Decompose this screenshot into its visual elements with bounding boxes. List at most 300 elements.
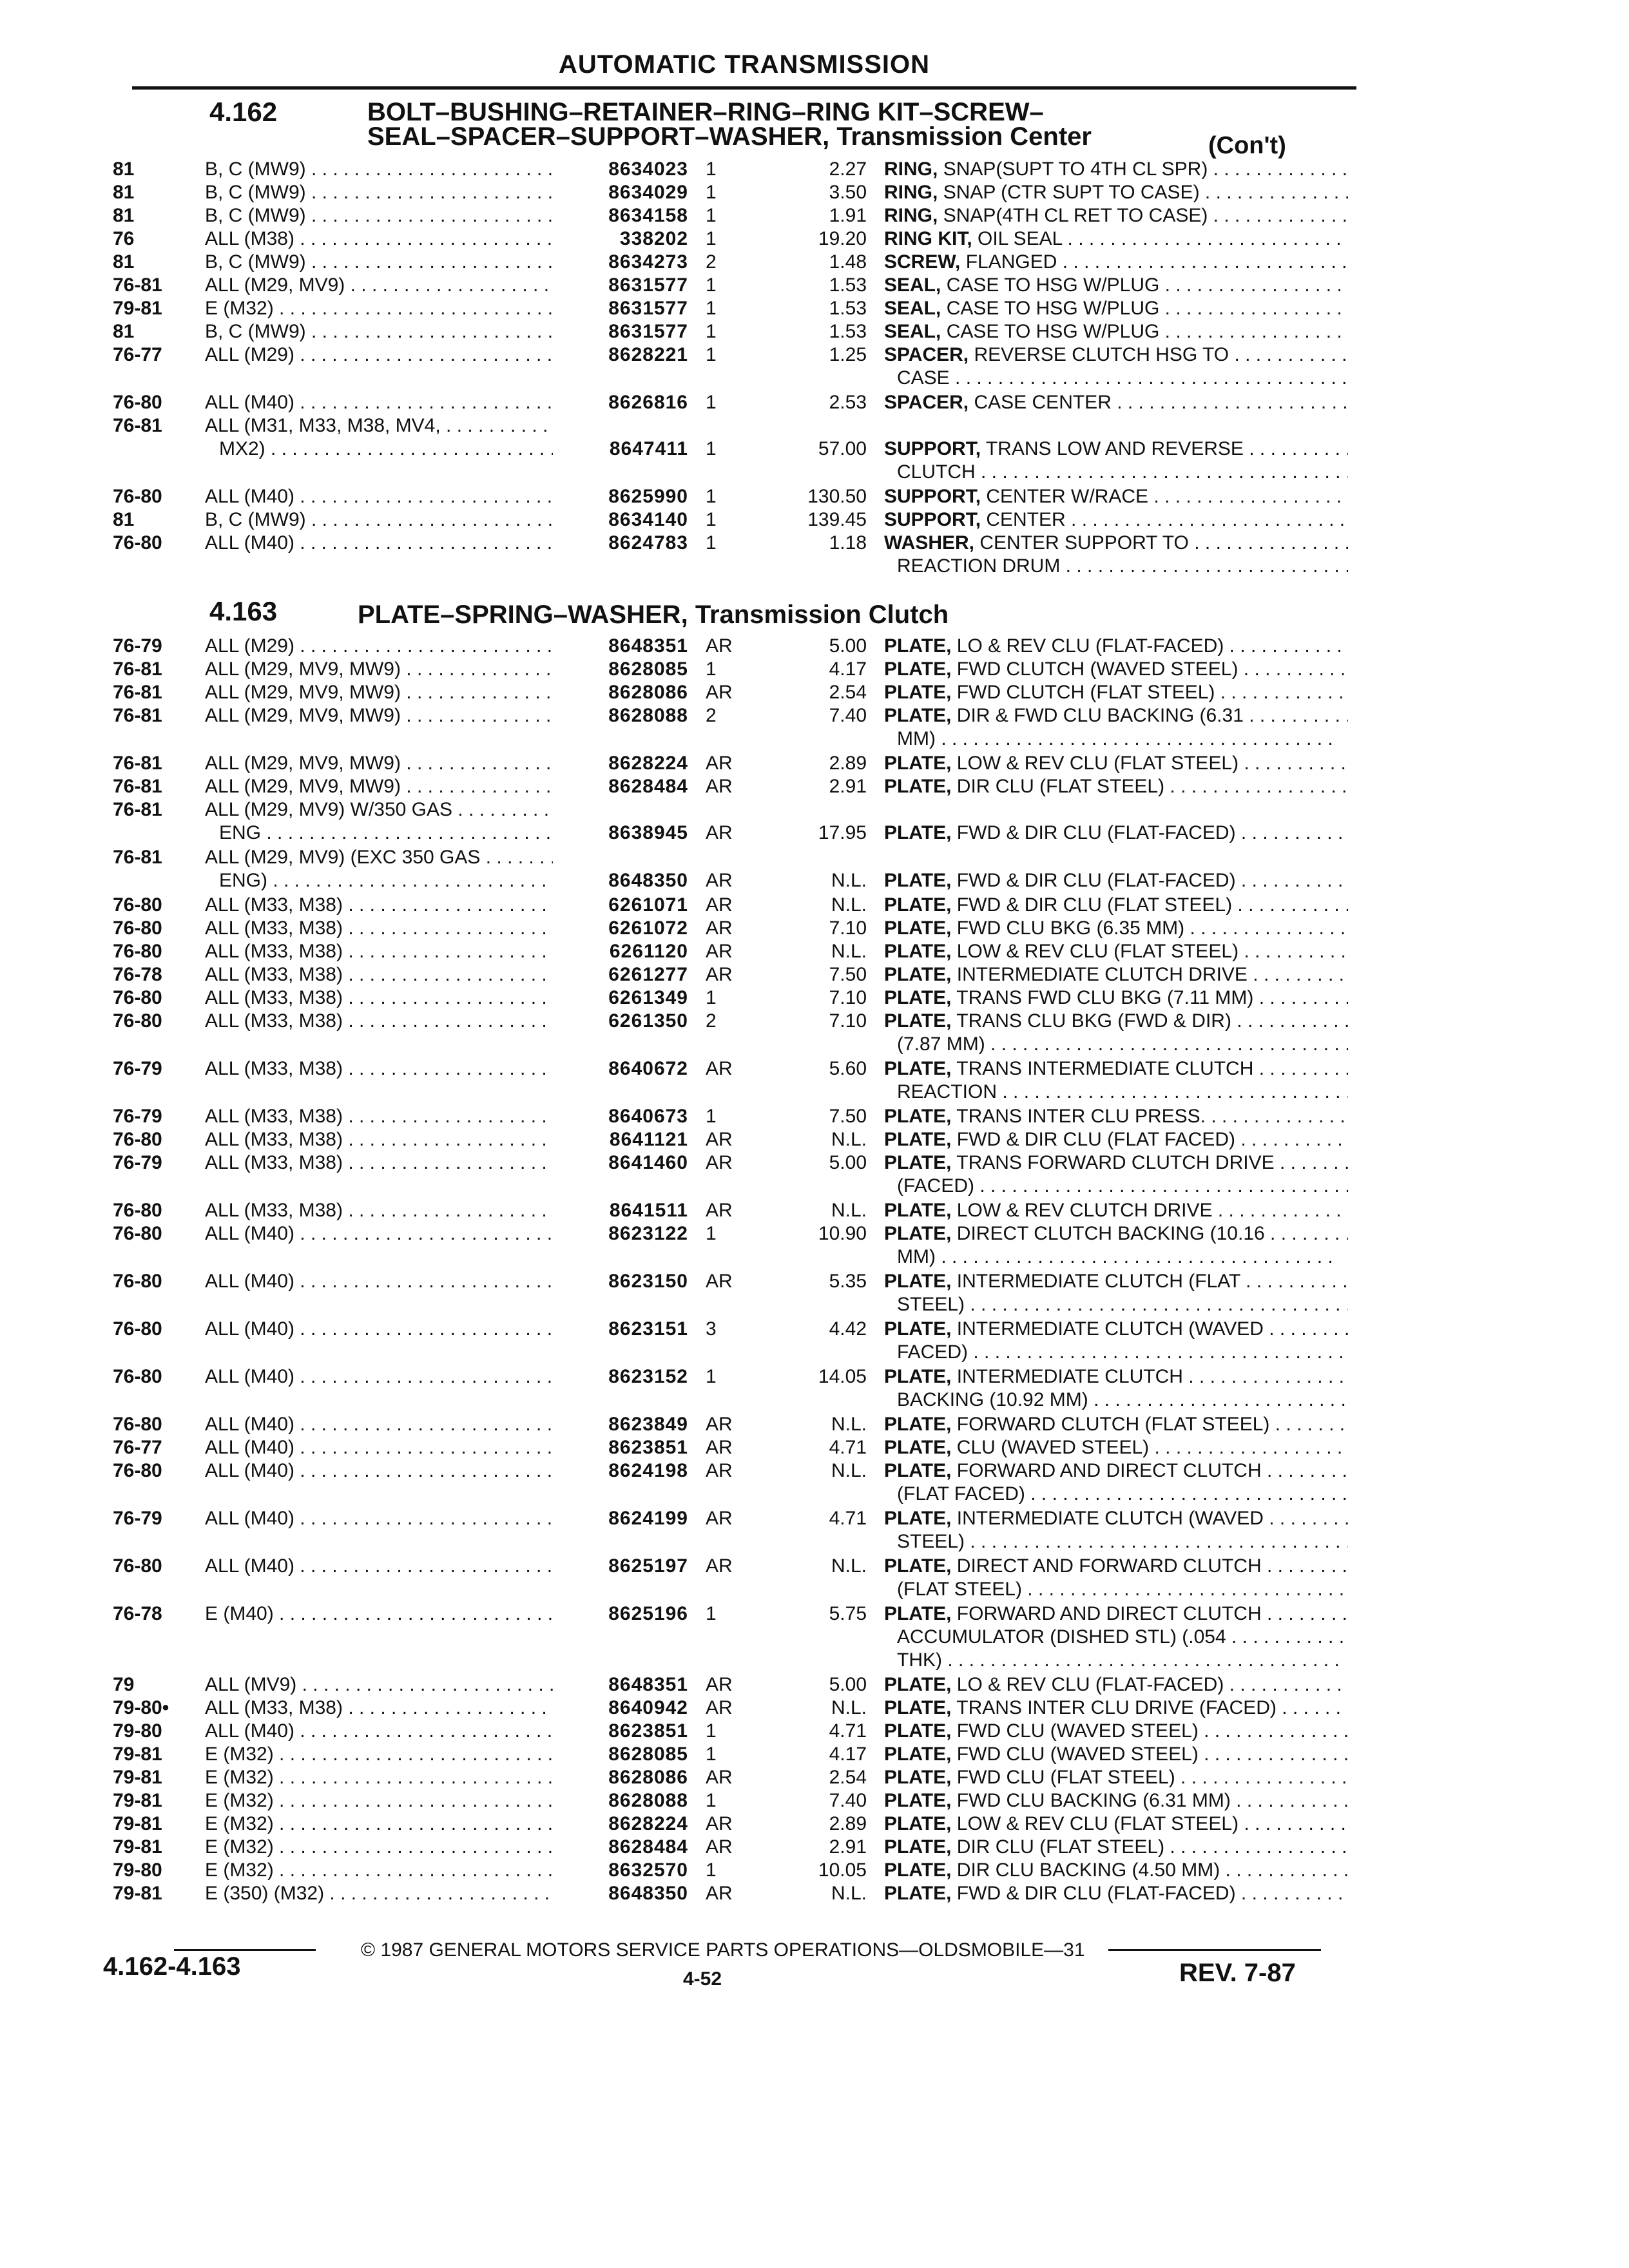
footer-rule-right [1108,1949,1321,1951]
section-title-4162-line1: BOLT–BUSHING–RETAINER–RING–RING KIT–SCREW– [367,98,1044,126]
application: ALL (M40) . . . [205,1222,553,1245]
quantity: AR [706,870,733,891]
description-head: PLATE, [884,1674,952,1695]
description-head: SUPPORT, [884,486,981,507]
description-text: FLANGED [965,251,1057,273]
quantity: 1 [706,1106,717,1127]
application: ALL (M29, MV9, MW9) . . . [205,775,553,798]
quantity: 1 [706,228,717,249]
part-number: 8623851 [608,1720,688,1742]
price: 4.71 [829,1720,867,1742]
part-number: 8626816 [608,392,688,413]
year-range: 81 [113,182,135,203]
description-text: CASE TO HSG W/PLUG [946,321,1160,342]
year-range: 76-81 [113,274,162,296]
application: B, C (MW9) . . . [205,181,553,204]
part-number: 6261071 [608,894,688,916]
year-range: 76-81 [113,682,162,703]
part-number: 8623151 [608,1318,688,1340]
description-text: TRANS CLU BKG (FWD & DIR) [956,1010,1231,1032]
part-number: 8634023 [608,159,688,180]
part-number: 8628085 [608,658,688,680]
price: 4.17 [829,658,867,680]
quantity: 1 [706,344,717,365]
description [884,986,1348,1010]
application: ALL (M33, M38) . . . [205,1696,553,1720]
year-range: 76-79 [113,635,162,657]
description-head: PLATE, [884,822,952,843]
description-head: PLATE, [884,894,952,916]
price: 5.00 [829,1152,867,1173]
part-number: 8640672 [608,1058,688,1079]
description-head: PLATE, [884,705,952,726]
part-number: 8628085 [608,1744,688,1765]
description-text: TRANS INTER CLU DRIVE (FACED) [956,1697,1277,1718]
description [884,1270,1348,1293]
description-continued: STEEL) . . . [897,1530,1348,1553]
quantity: 1 [706,1860,717,1881]
quantity: 1 [706,1790,717,1811]
price: N.L. [831,870,867,891]
quantity: 1 [706,274,717,296]
description-head: PLATE, [884,682,952,703]
part-number: 8624198 [608,1460,688,1481]
part-number: 8638945 [608,822,688,843]
description-head: SPACER, [884,392,969,413]
part-number: 8628221 [608,344,688,365]
part-number: 338202 [619,228,688,249]
part-number: 8648350 [608,870,688,891]
year-range: 76-80 [113,1366,162,1387]
description-text: FWD & DIR CLU (FLAT-FACED) [956,822,1236,843]
description-head: PLATE, [884,1555,952,1577]
description [884,181,1348,204]
application: ALL (M33, M38) . . . [205,1128,553,1151]
price: 5.60 [829,1058,867,1079]
year-range: 76-78 [113,964,162,985]
description-text: DIR CLU BACKING (4.50 MM) [956,1860,1220,1881]
description [884,1743,1348,1766]
section-title-4163 [358,602,949,627]
application: ALL (M29, MV9) (EXC 350 GAS . . . [205,846,553,869]
year-range: 76-80 [113,1200,162,1221]
description-text: INTERMEDIATE CLUTCH (FLAT [956,1271,1240,1292]
description-continued: CLUTCH . . . [897,461,1348,484]
price: N.L. [831,1697,867,1718]
description [884,251,1348,274]
year-range: 76-81 [113,705,162,726]
part-number: 8634140 [608,509,688,530]
price: 1.91 [829,205,867,226]
description-text: CENTER SUPPORT TO [979,532,1189,553]
footer-rule-left [174,1949,316,1951]
description [884,532,1348,555]
quantity: 1 [706,1744,717,1765]
year-range: 76-80 [113,1010,162,1032]
description-text: TRANS FWD CLU BKG (7.11 MM) [956,987,1254,1008]
description-text: DIRECT CLUTCH BACKING (10.16 [956,1223,1265,1244]
price: 10.05 [818,1860,867,1881]
section-title-4163-caps: PLATE–SPRING–WASHER, [358,601,688,629]
price: 57.00 [818,438,867,459]
part-number: 8634273 [608,251,688,273]
description-head: PLATE, [884,987,952,1008]
application: E (M40) . . . [205,1602,553,1626]
quantity: 1 [706,509,717,530]
part-number: 8623122 [608,1223,688,1244]
description [884,485,1348,508]
price: 1.53 [829,298,867,319]
part-number: 6261072 [608,918,688,939]
description-continued: ACCUMULATOR (DISHED STL) (.054 . . . [897,1626,1348,1649]
year-range: 76-81 [113,799,162,820]
year-range: 79-80• [113,1697,169,1718]
year-range: 81 [113,509,135,530]
quantity: 1 [706,532,717,553]
description-head: SPACER, [884,344,969,365]
description-continued: BACKING (10.92 MM) . . . [897,1389,1348,1412]
application: ALL (M40) . . . [205,1555,553,1578]
application: ALL (M29, MV9, MW9) . . . [205,704,553,727]
price: 3.50 [829,182,867,203]
description-continued: STEEL) . . . [897,1293,1348,1316]
description-text: TRANS INTER CLU PRESS. [956,1106,1206,1127]
application: ALL (M29, MV9) W/350 GAS . . . [205,798,553,822]
description-continued: REACTION . . . [897,1081,1348,1104]
description-head: WASHER, [884,532,975,553]
year-range: 76-77 [113,344,162,365]
quantity: AR [706,1058,733,1079]
application: ALL (M33, M38) . . . [205,917,553,940]
quantity: 1 [706,486,717,507]
quantity: 1 [706,298,717,319]
part-number: 8640942 [608,1697,688,1718]
description [884,1436,1348,1459]
part-number: 8623150 [608,1271,688,1292]
quantity: 1 [706,658,717,680]
description-text: DIRECT AND FORWARD CLUTCH [956,1555,1262,1577]
description [884,1010,1348,1033]
price: 1.48 [829,251,867,273]
description-text: FORWARD AND DIRECT CLUTCH [956,1603,1262,1624]
quantity: AR [706,941,733,962]
application: ALL (M40) . . . [205,1365,553,1389]
application: B, C (MW9) . . . [205,508,553,532]
application: B, C (MW9) . . . [205,251,553,274]
quantity: AR [706,1883,733,1904]
description-text: LO & REV CLU (FLAT-FACED) [956,635,1224,657]
year-range: 76-80 [113,894,162,916]
description-text: FWD & DIR CLU (FLAT STEEL) [956,894,1233,916]
description-text: FWD CLUTCH (WAVED STEEL) [956,658,1239,680]
year-range: 76-81 [113,753,162,774]
year-range: 76-78 [113,1603,162,1624]
description [884,1696,1348,1720]
application: ALL (M29, MV9) . . . [205,274,553,297]
description-text: FORWARD CLUTCH (FLAT STEEL) [956,1414,1270,1435]
description-head: PLATE, [884,1836,952,1858]
part-number: 8628086 [608,682,688,703]
description-head: RING, [884,182,938,203]
year-range: 76-80 [113,1271,162,1292]
application: ALL (M29) . . . [205,635,553,658]
description-head: PLATE, [884,941,952,962]
description-text: DIR & FWD CLU BACKING (6.31 [956,705,1244,726]
part-number: 6261350 [608,1010,688,1032]
price: 5.00 [829,1674,867,1695]
application: ALL (M33, M38) . . . [205,1199,553,1222]
quantity: AR [706,1129,733,1150]
footer-revision: REV. 7-87 [1179,1959,1296,1987]
part-number: 8623851 [608,1437,688,1458]
description-continued: (FLAT STEEL) . . . [897,1578,1348,1601]
description [884,1859,1348,1882]
description [884,1365,1348,1389]
year-range: 76-80 [113,486,162,507]
description-text: DIR CLU (FLAT STEEL) [956,776,1165,797]
price: 5.35 [829,1271,867,1292]
description-continued: FACED) . . . [897,1341,1348,1364]
quantity: AR [706,1555,733,1577]
quantity: 2 [706,1010,717,1032]
description [884,1555,1348,1578]
application: ALL (MV9) . . . [205,1673,553,1696]
application: ALL (M40) . . . [205,1459,553,1483]
quantity: 1 [706,392,717,413]
continued-label: (Con't) [1208,132,1286,159]
quantity: 1 [706,321,717,342]
description-head: PLATE, [884,1744,952,1765]
application: E (M32) . . . [205,1766,553,1789]
year-range: 76-81 [113,415,162,436]
description-head: SCREW, [884,251,961,273]
part-number: 8624199 [608,1508,688,1529]
price: 4.17 [829,1744,867,1765]
year-range: 76-80 [113,941,162,962]
price: 14.05 [818,1366,867,1387]
description-head: PLATE, [884,1697,952,1718]
application: ALL (M33, M38) . . . [205,940,553,963]
application: E (M32) . . . [205,1859,553,1882]
price: N.L. [831,1883,867,1904]
description-head: PLATE, [884,1106,952,1127]
year-range: 79-81 [113,1767,162,1788]
year-range: 76-79 [113,1508,162,1529]
quantity: 1 [706,159,717,180]
quantity: AR [706,753,733,774]
description [884,1318,1348,1341]
quantity: AR [706,1271,733,1292]
quantity: AR [706,822,733,843]
quantity: AR [706,1813,733,1834]
description-head: PLATE, [884,1271,952,1292]
description [884,752,1348,775]
description-continued: (FACED) . . . [897,1175,1348,1198]
description-head: SEAL, [884,321,941,342]
description-continued: MM) . . . [897,727,1348,751]
price: 7.10 [829,987,867,1008]
description-head: RING, [884,159,938,180]
description-text: REVERSE CLUTCH HSG TO [974,344,1229,365]
description [884,1222,1348,1245]
year-range: 79 [113,1674,135,1695]
description-text: TRANS INTERMEDIATE CLUTCH [956,1058,1254,1079]
application: ALL (M33, M38) . . . [205,1057,553,1081]
quantity: AR [706,776,733,797]
application: ALL (M40) . . . [205,1270,553,1293]
price: N.L. [831,894,867,916]
quantity: 1 [706,1223,717,1244]
description [884,1812,1348,1836]
year-range: 76-79 [113,1106,162,1127]
description-head: SUPPORT, [884,509,981,530]
quantity: 1 [706,987,717,1008]
description-text: TRANS FORWARD CLUTCH DRIVE [956,1152,1275,1173]
part-number: 8625196 [608,1603,688,1624]
description [884,227,1348,251]
quantity: AR [706,1836,733,1858]
part-number: 8634158 [608,205,688,226]
quantity: 1 [706,438,717,459]
year-range: 79-81 [113,1836,162,1858]
year-range: 81 [113,205,135,226]
description [884,635,1348,658]
part-number: 8625197 [608,1555,688,1577]
quantity: 1 [706,182,717,203]
price: 2.89 [829,1813,867,1834]
price: N.L. [831,1200,867,1221]
description-text: CASE TO HSG W/PLUG [946,274,1160,296]
quantity: 1 [706,1603,717,1624]
description-head: PLATE, [884,1860,952,1881]
description-text: INTERMEDIATE CLUTCH (WAVED [956,1508,1264,1529]
price: 5.75 [829,1603,867,1624]
year-range: 76-80 [113,1414,162,1435]
description-head: PLATE, [884,1152,952,1173]
application: ALL (M33, M38) . . . [205,894,553,917]
description-text: LOW & REV CLUTCH DRIVE [956,1200,1213,1221]
description [884,822,1348,845]
price: N.L. [831,1460,867,1481]
price: 130.50 [807,486,867,507]
price: 7.50 [829,964,867,985]
price: 7.40 [829,1790,867,1811]
description-head: PLATE, [884,918,952,939]
description [884,1789,1348,1812]
description-head: PLATE, [884,1603,952,1624]
application: ALL (M40) . . . [205,1318,553,1341]
part-number: 8632570 [608,1860,688,1881]
part-number: 8628484 [608,1836,688,1858]
part-number: 8641511 [609,1200,688,1221]
description-head: PLATE, [884,753,952,774]
description [884,869,1348,892]
part-number: 8628224 [608,1813,688,1834]
part-number: 8628086 [608,1767,688,1788]
application: ALL (M33, M38) . . . [205,963,553,986]
part-number: 8648351 [608,635,688,657]
description [884,658,1348,681]
description-text: FWD CLU (WAVED STEEL) [956,1720,1199,1742]
price: 4.71 [829,1508,867,1529]
application: E (M32) . . . [205,297,553,320]
year-range: 79-80 [113,1860,162,1881]
part-number: 8648351 [608,1674,688,1695]
part-number: 8641121 [609,1129,688,1150]
page-header-title: AUTOMATIC TRANSMISSION [558,50,930,79]
application: ALL (M38) . . . [205,227,553,251]
year-range: 76-81 [113,658,162,680]
price: 10.90 [818,1223,867,1244]
description-text: FWD CLU (FLAT STEEL) [956,1767,1175,1788]
section-title-4163-suffix: Transmission Clutch [695,601,949,629]
part-number: 8628088 [608,705,688,726]
description-continued: (FLAT FACED) . . . [897,1483,1348,1506]
part-number: 8624783 [608,532,688,553]
section-title-4162-caps: SEAL–SPACER–SUPPORT–WASHER, [367,122,830,151]
quantity: AR [706,894,733,916]
year-range: 79-80 [113,1720,162,1742]
description-head: PLATE, [884,1883,952,1904]
part-number: 8648350 [608,1883,688,1904]
description-head: PLATE, [884,658,952,680]
price: 2.54 [829,682,867,703]
description-text: SNAP(4TH CL RET TO CASE) [943,205,1208,226]
description-text: CENTER W/RACE [986,486,1149,507]
year-range: 76-80 [113,1460,162,1481]
application: B, C (MW9) . . . [205,320,553,343]
price: 2.91 [829,776,867,797]
year-range: 76-80 [113,987,162,1008]
part-number: 6261277 [608,964,688,985]
year-range: 76-79 [113,1152,162,1173]
year-range: 81 [113,251,135,273]
header-rule [132,86,1356,90]
description [884,894,1348,917]
application: E (M32) . . . [205,1836,553,1859]
description-head: PLATE, [884,635,952,657]
description-head: PLATE, [884,1010,952,1032]
description-text: FWD & DIR CLU (FLAT-FACED) [956,870,1236,891]
description-continued: (7.87 MM) . . . [897,1033,1348,1056]
description-continued: THK) . . . [897,1649,1348,1672]
description [884,437,1348,461]
quantity: AR [706,1200,733,1221]
price: 5.00 [829,635,867,657]
description [884,297,1348,320]
description-text: SNAP(SUPT TO 4TH CL SPR) [943,159,1208,180]
price: 7.50 [829,1106,867,1127]
description-text: CENTER [986,509,1066,530]
year-range: 79-81 [113,298,162,319]
description-head: PLATE, [884,1414,952,1435]
price: 2.91 [829,1836,867,1858]
description [884,1720,1348,1743]
application-continued: ENG . . . [219,822,553,845]
description [884,1057,1348,1081]
quantity: 1 [706,1720,717,1742]
year-range: 76-80 [113,1318,162,1340]
footer-section-ref: 4.162-4.163 [103,1952,241,1981]
description [884,1199,1348,1222]
description-head: PLATE, [884,1813,952,1834]
year-range: 76-80 [113,1223,162,1244]
description-head: PLATE, [884,1058,952,1079]
description-head: SUPPORT, [884,438,981,459]
description-text: FORWARD AND DIRECT CLUTCH [956,1460,1262,1481]
application: ALL (M29, MV9, MW9) . . . [205,658,553,681]
description-head: RING, [884,205,938,226]
